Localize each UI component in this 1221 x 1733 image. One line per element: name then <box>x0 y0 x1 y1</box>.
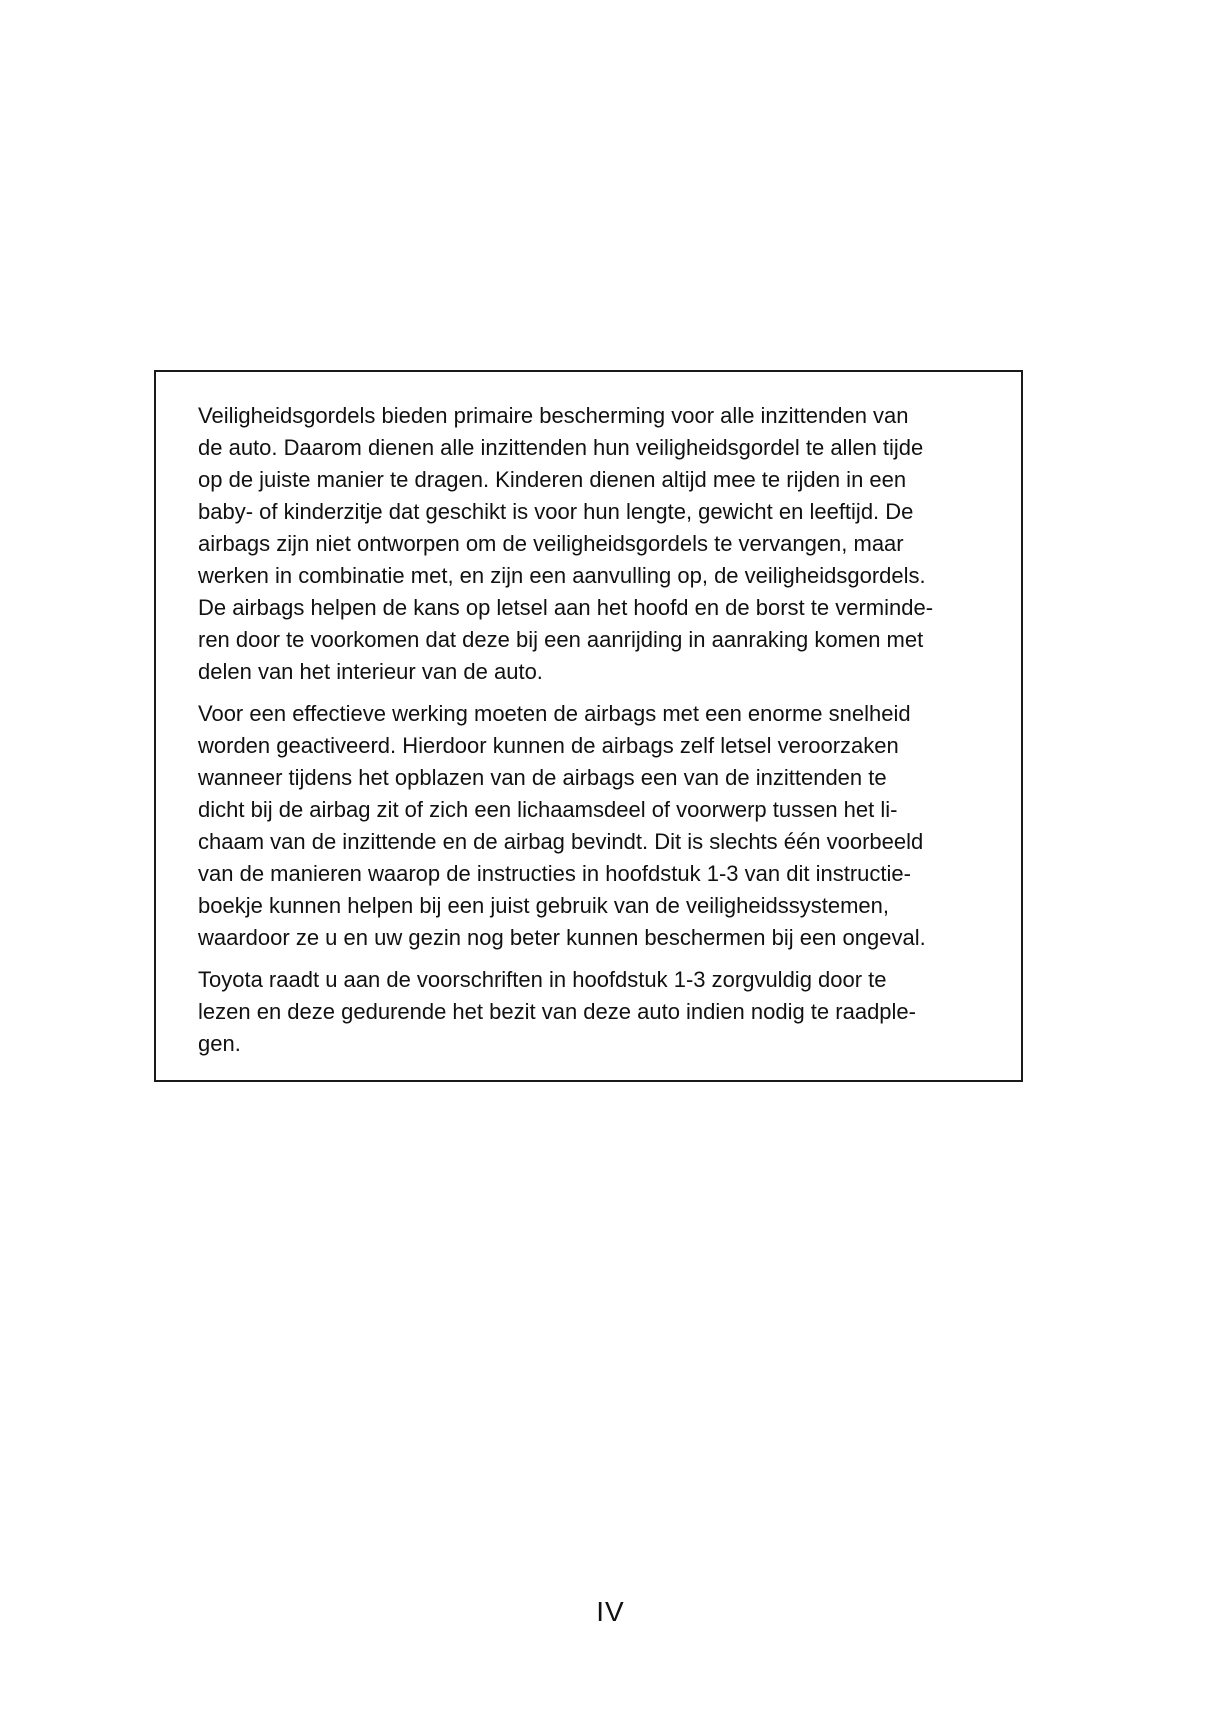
page-number: IV <box>596 1596 625 1627</box>
notice-paragraph-seatbelts: Veiligheidsgordels bieden primaire bescherming voor alle inzittenden van de auto. Daarom dienen alle inzittenden hun veiligheidsgordel te allen tijde op de juiste manier te dragen. Kinderen dienen altijd mee te rijden in een baby- of kinderzitje dat geschikt is voor hun lengte, gewicht en leeftijd. De airbags zijn niet ontworpen om de veiligheidsgordels te vervangen, maar werken in combinatie met, en zijn een aanvulling op, de veiligheidsgordels. De airbags helpen de kans op letsel aan het hoofd en de borst te verminde- ren door te voorkomen dat deze bij een aanrijding in aanraking komen met delen van het interieur van de auto. <box>198 403 934 684</box>
notice-paragraph-airbag-deployment: Voor een effectieve werking moeten de airbags met een enorme snelheid worden geactiveerd. Hierdoor kunnen de airbags zelf letsel veroorzaken wanneer tijdens het opblazen van de airbags een van de inzittenden te dicht bij de airbag zit of zich een lichaamsdeel of voorwerp tussen het li- chaam van de inzittende en de airbag bevindt. Dit is slechts één voorbeeld van de manieren waarop de instructies in hoofdstuk 1-3 van dit instructie- boekje kunnen helpen bij een juist gebruik van de veiligheidssystemen, waardoor ze u en uw gezin nog beter kunnen beschermen bij een ongeval. <box>198 701 926 950</box>
safety-notice-box <box>154 370 1023 1082</box>
notice-paragraph-recommendation: Toyota raadt u aan de voorschriften in hoofdstuk 1-3 zorgvuldig door te lezen en deze gedurende het bezit van deze auto indien nodig te raadple- gen. <box>198 967 916 1056</box>
